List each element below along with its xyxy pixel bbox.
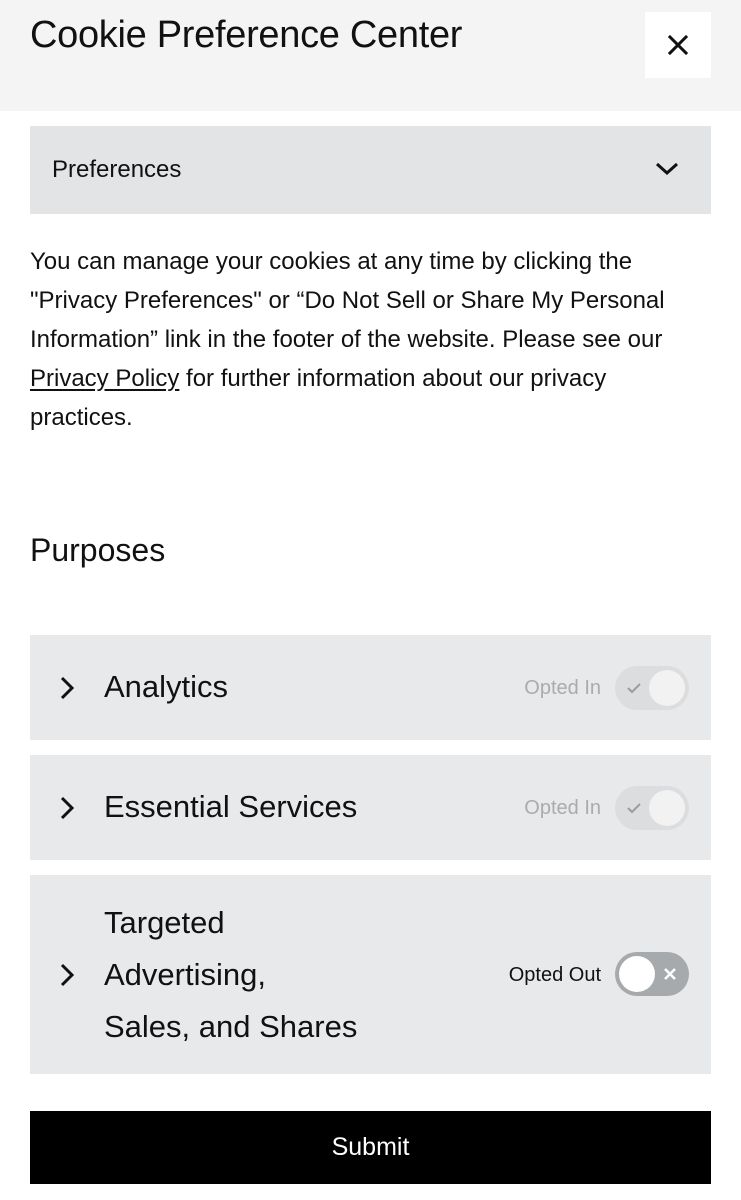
cookie-description <box>30 242 715 437</box>
status-label: Opted In <box>524 677 601 699</box>
purpose-row-essential-services[interactable] <box>30 755 711 860</box>
toggle-knob <box>619 956 655 992</box>
chevron-right-icon <box>58 675 76 701</box>
status-label: Opted In <box>524 797 601 819</box>
analytics-toggle[interactable] <box>615 666 689 710</box>
description-text: You can manage your cookies at any time by clicking the "Privacy Preferences" or “Do Not Sell or Share My Personal Information” link in the footer of the website. Please see our <box>30 248 665 353</box>
submit-button[interactable]: Submit <box>30 1111 711 1184</box>
chevron-right-icon <box>58 962 76 988</box>
privacy-policy-link[interactable]: Privacy Policy <box>30 365 180 392</box>
preferences-label: Preferences <box>52 156 182 183</box>
purpose-label-line: Sales, and Shares <box>104 1009 358 1044</box>
page-title: Cookie Preference Center <box>30 14 463 56</box>
purpose-label-line: Targeted <box>104 905 225 940</box>
targeted-advertising-toggle[interactable] <box>615 952 689 996</box>
purposes-heading: Purposes <box>30 532 166 568</box>
purpose-label: Essential Services <box>104 789 358 824</box>
chevron-right-icon <box>58 795 76 821</box>
purpose-row-analytics[interactable] <box>30 635 711 740</box>
purpose-label <box>104 897 357 1053</box>
preferences-accordion[interactable] <box>30 126 711 214</box>
checkmark-icon <box>625 679 643 697</box>
toggle-knob <box>649 790 685 826</box>
chevron-down-icon <box>654 158 680 180</box>
preference-center-header <box>0 0 741 111</box>
purpose-label: Analytics <box>104 669 229 704</box>
close-icon <box>668 35 688 55</box>
x-icon <box>661 965 679 983</box>
close-button[interactable] <box>645 12 711 78</box>
purpose-label-line: Advertising, <box>104 957 266 992</box>
description-text-end: for further information about our privacy practices. <box>30 365 607 431</box>
toggle-knob <box>649 670 685 706</box>
status-label: Opted Out <box>508 964 601 986</box>
essential-services-toggle[interactable] <box>615 786 689 830</box>
purpose-row-targeted-advertising[interactable] <box>30 875 711 1074</box>
checkmark-icon <box>625 799 643 817</box>
